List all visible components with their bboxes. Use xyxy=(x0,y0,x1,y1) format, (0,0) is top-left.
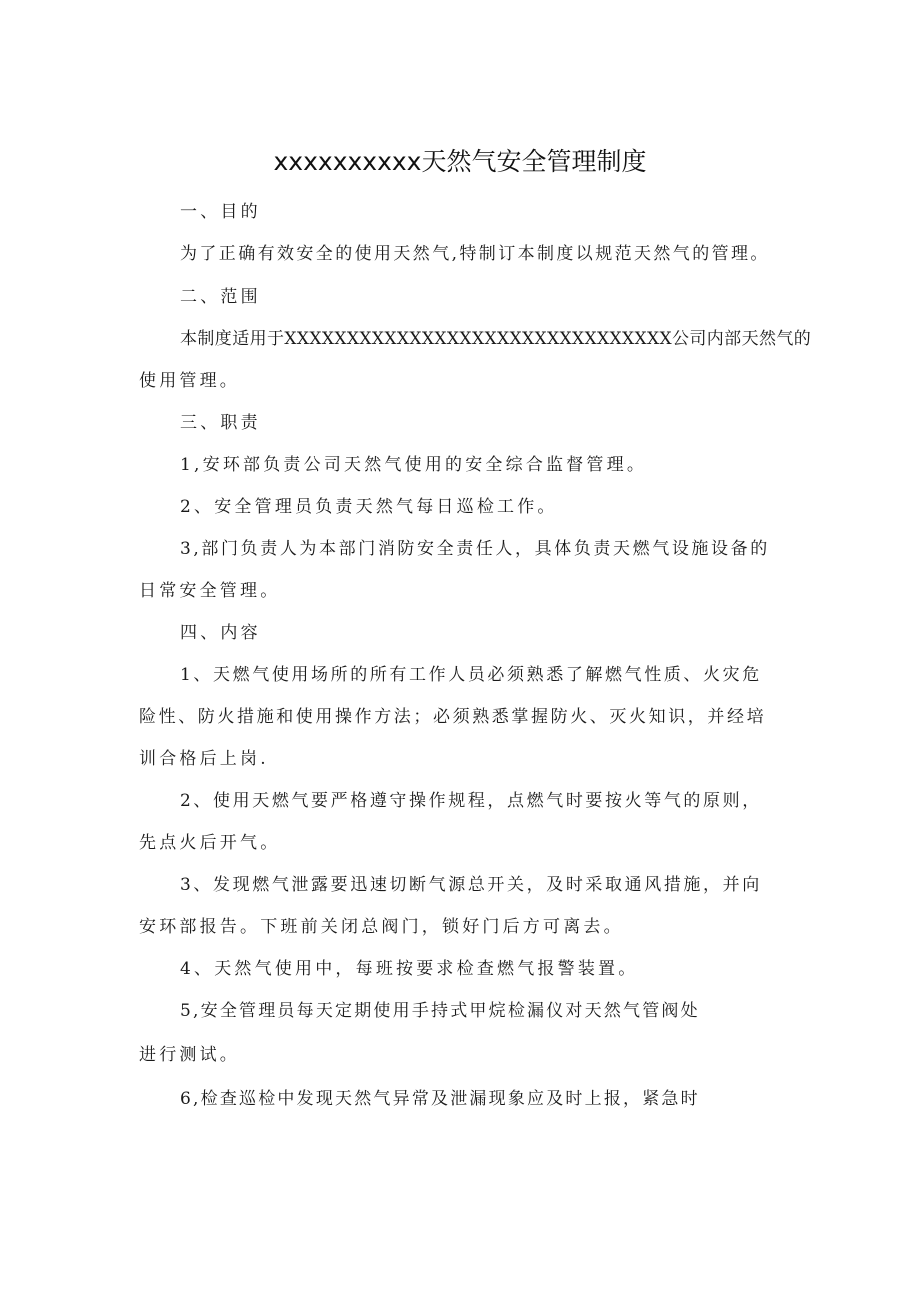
content-item-1-line-3: 训合格后上岗. xyxy=(139,749,269,769)
content-item-1-line-2: 险性、防火措施和使用操作方法；必须熟悉掌握防火、灭火知识，并经培 xyxy=(139,707,767,727)
section-heading-duties: 三、职责 xyxy=(180,413,261,433)
scope-paragraph-line-2: 使用管理。 xyxy=(139,371,240,391)
duties-item-1: 1,安环部负责公司天然气使用的安全综合监督管理。 xyxy=(180,455,648,475)
content-item-4: 4、天然气使用中，每班按要求检查燃气报警装置。 xyxy=(180,959,639,979)
scope-paragraph-line-1: 本制度适用于XXXXXXXXXXXXXXXXXXXXXXXXXXXXXXX公司内部天然气的 xyxy=(180,329,812,349)
content-item-6: 6,检查巡检中发现天然气异常及泄漏现象应及时上报，紧急时 xyxy=(180,1089,700,1109)
content-item-2-line-2: 先点火后开气。 xyxy=(139,833,281,853)
content-item-2-line-1: 2、使用天燃气要严格遵守操作规程，点燃气时要按火等气的原则， xyxy=(180,791,762,811)
section-heading-purpose: 一、目的 xyxy=(180,202,261,222)
purpose-paragraph: 为了正确有效安全的使用天然气,特制订本制度以规范天然气的管理。 xyxy=(180,244,770,264)
section-heading-content: 四、内容 xyxy=(180,623,261,643)
content-item-5-line-1: 5,安全管理员每天定期使用手持式甲烷检漏仪对天然气管阀处 xyxy=(180,1001,700,1021)
duties-item-2: 2、安全管理员负责天然气每日巡检工作。 xyxy=(180,497,558,517)
section-heading-scope: 二、范围 xyxy=(180,287,261,307)
duties-item-3-line-2: 日常安全管理。 xyxy=(139,581,281,601)
duties-item-3-line-1: 3,部门负责人为本部门消防安全责任人，具体负责天燃气设施设备的 xyxy=(180,539,770,559)
content-item-5-line-2: 进行测试。 xyxy=(139,1045,240,1065)
content-item-3-line-2: 安环部报告。下班前关闭总阀门，锁好门后方可离去。 xyxy=(139,917,624,937)
content-item-3-line-1: 3、发现燃气泄露要迅速切断气源总开关，及时采取通风措施，并向 xyxy=(180,875,762,895)
document-title: xxxxxxxxxx天然气安全管理制度 xyxy=(273,147,647,176)
content-item-1-line-1: 1、天燃气使用场所的所有工作人员必须熟悉了解燃气性质、火灾危 xyxy=(180,665,762,685)
